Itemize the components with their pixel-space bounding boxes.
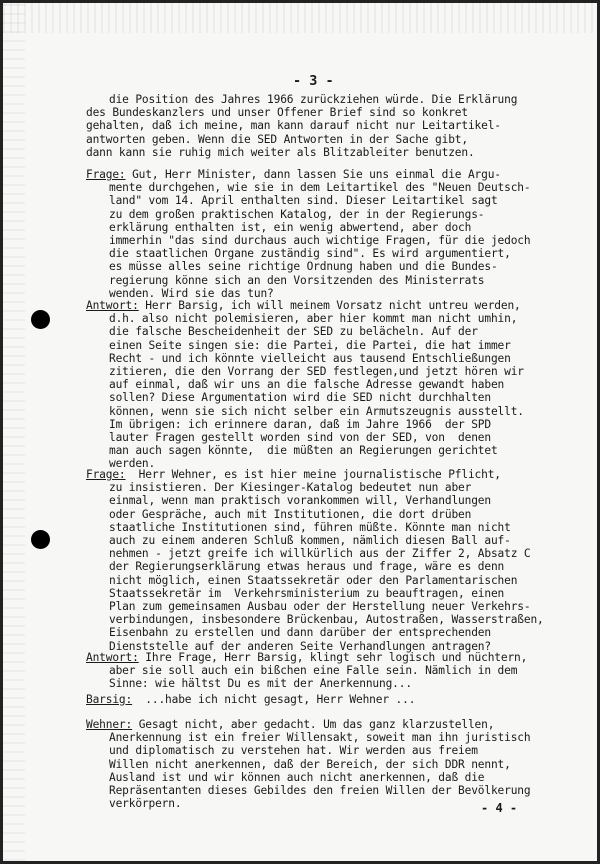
text-line: wenden. Wird sie das tun?	[109, 286, 274, 300]
text-line: Recht - und ich könnte vielleicht aus tausend Entschließungen	[109, 351, 511, 365]
text-line: auf einmal, daß wir uns an die falsche Adresse gewandt haben	[109, 378, 505, 392]
text-line: immerhin "das sind durchaus auch wichtige Fragen, für die jedoch	[109, 234, 531, 248]
text-line: gehalten, daß ich meine, man kann darauf nicht nur Leitartikel-	[86, 119, 501, 133]
speaker-label: Frage:	[86, 168, 126, 181]
text-line: antworten geben. Wenn die SED Antworten in der Sache gibt,	[86, 132, 468, 146]
answer-block-2	[86, 651, 566, 691]
text-line: verkörpern.	[109, 797, 182, 811]
text-line: sollen? Diese Argumentation wird die SED nicht durchhalten	[109, 391, 491, 405]
speaker-label: Antwort:	[86, 651, 139, 664]
text-line: Plan zum gemeinsamen Ausbau oder der Herstellung neuer Verkehrs-	[109, 600, 531, 614]
question-block-1	[86, 168, 566, 300]
page-number: - 3 -	[293, 73, 334, 89]
text-line: zu insistieren. Der Kiesinger-Katalog bedeutet nun aber	[109, 481, 472, 495]
text-line: werden.	[109, 457, 156, 471]
text-line: Dienststelle auf der anderen Seite Verhandlungen antragen?	[109, 639, 491, 653]
text-line: des Bundeskanzlers und unser Offener Brief sind so konkret	[86, 106, 468, 120]
text-line: verbindungen, insbesondere Brückenbau, Autostraßen, Wasserstraßen,	[109, 613, 544, 627]
text-line: Ihre Frage, Herr Barsig, klingt sehr logisch und nüchtern,	[138, 651, 528, 664]
scan-noise-left	[3, 3, 25, 861]
answer-block-3	[86, 718, 566, 810]
text-line: die staatlichen Organe zuständig sind". Es wird argumentiert,	[109, 247, 511, 261]
text-line: nicht möglich, einen Staatssekretär oder den Parlamentarischen	[109, 573, 518, 587]
text-line: nehmen - jetzt greife ich willkürlich aus der Ziffer 2, Absatz C	[109, 547, 531, 561]
text-line: es müsse alles seine richtige Ordnung haben und die Bundes-	[109, 260, 498, 274]
text-line: auch zu einem anderen Schluß kommen, nämlich diesen Ball auf-	[109, 534, 511, 548]
text-line: man auch sagen könnte, die müßten an Regierungen gerichtet	[109, 444, 498, 458]
text-line: können, wenn sie sich nicht selber ein Armutszeugnis ausstellt.	[109, 404, 524, 418]
text-line: einen Seite singen sie: die Partei, die Partei, die hat immer	[109, 338, 511, 352]
text-line: land" vom 14. April enthalten sind. Dieser Leitartikel sagt	[109, 194, 498, 208]
next-page-marker: - 4 -	[481, 801, 518, 815]
text-line: Repräsentanten dieses Gebildes den freien Willen der Bevölkerung	[109, 784, 531, 798]
speaker-label: Antwort:	[86, 299, 139, 312]
text-line: Anerkennung ist ein freier Willensakt, soweit man ihn juristisch	[109, 731, 531, 745]
text-line: und diplomatisch zu verstehen hat. Wir werden aus freiem	[109, 744, 478, 758]
text-line: Im übrigen: ich erinnere daran, daß im Jahre 1966 der SPD	[109, 417, 491, 431]
text-line: d.h. also nicht polemisieren, aber hier kommt man nicht umhin,	[109, 312, 518, 326]
scan-noise-top	[3, 3, 597, 33]
text-line: Eisenbahn zu erstellen und dann darüber der entsprechenden	[109, 626, 491, 640]
text-line: lauter Fragen gestellt worden sind von der SED, von denen	[109, 431, 491, 445]
text-line: Gut, Herr Minister, dann lassen Sie uns einmal die Argu-	[125, 168, 501, 181]
speaker-label: Frage:	[86, 468, 126, 481]
text-line: Staatssekretär im Verkehrsministerium zu beauftragen, einen	[109, 586, 505, 600]
text-line: Ausland ist und wir können auch nicht anerkennen, daß die	[109, 770, 485, 784]
text-line: ...habe ich nicht gesagt, Herr Wehner ...	[132, 693, 416, 706]
text-line: zitieren, die den Vorrang der SED festlegen,und jetzt hören wir	[109, 365, 524, 379]
answer-block-1	[86, 299, 566, 471]
text-line: die falsche Bescheidenheit der SED zu belächeln. Auf der	[109, 325, 478, 339]
text-line: Gesagt nicht, aber gedacht. Um das ganz klarzustellen,	[132, 718, 495, 731]
text-line: mente durchgehen, wie sie in dem Leitartikel des "Neuen Deutsch-	[109, 181, 531, 195]
text-line: oder Gespräche, auch mit Institutionen, die dort drüben	[109, 507, 472, 521]
text-line: erklärung enthalten ist, ein wenig abwertend, aber doch	[109, 220, 472, 234]
interjection-block	[86, 693, 566, 706]
text-line: einmal, wenn man praktisch vorankommen will, Verhandlungen	[109, 494, 491, 508]
text-line: der Regierungserklärung etwas heraus und frage, wäre es denn	[109, 560, 505, 574]
punch-hole-top	[31, 310, 50, 329]
punch-hole-bottom	[31, 530, 50, 549]
speaker-label: Wehner:	[86, 718, 133, 731]
text-line: regierung könne sich an den Vorsitzenden des Ministerrats	[109, 273, 485, 287]
text-line: die Position des Jahres 1966 zurückziehen würde. Die Erklärung	[109, 93, 518, 106]
speaker-label: Barsig:	[86, 693, 133, 706]
intro-paragraph	[86, 93, 566, 159]
text-line: dann kann sie ruhig mich weiter als Blitzableiter benutzen.	[86, 145, 475, 159]
question-block-2	[86, 468, 566, 653]
text-line: Herr Barsig, ich will meinem Vorsatz nicht untreu werden,	[138, 299, 521, 312]
text-line: zu dem großen praktischen Katalog, der in der Regierungs-	[109, 207, 485, 221]
text-line: Willen nicht anerkennen, daß der Bereich, der sich DDR nennt,	[109, 757, 511, 771]
text-line: aber sie soll auch ein bißchen eine Falle sein. Nämlich in dem	[109, 664, 518, 678]
text-line: staatliche Institutionen sind, führen müßte. Könnte man nicht	[109, 520, 511, 534]
text-line: Herr Wehner, es ist hier meine journalistische Pflicht,	[125, 468, 501, 481]
text-line: Sinne: wie hältst Du es mit der Anerkennung...	[109, 677, 412, 691]
